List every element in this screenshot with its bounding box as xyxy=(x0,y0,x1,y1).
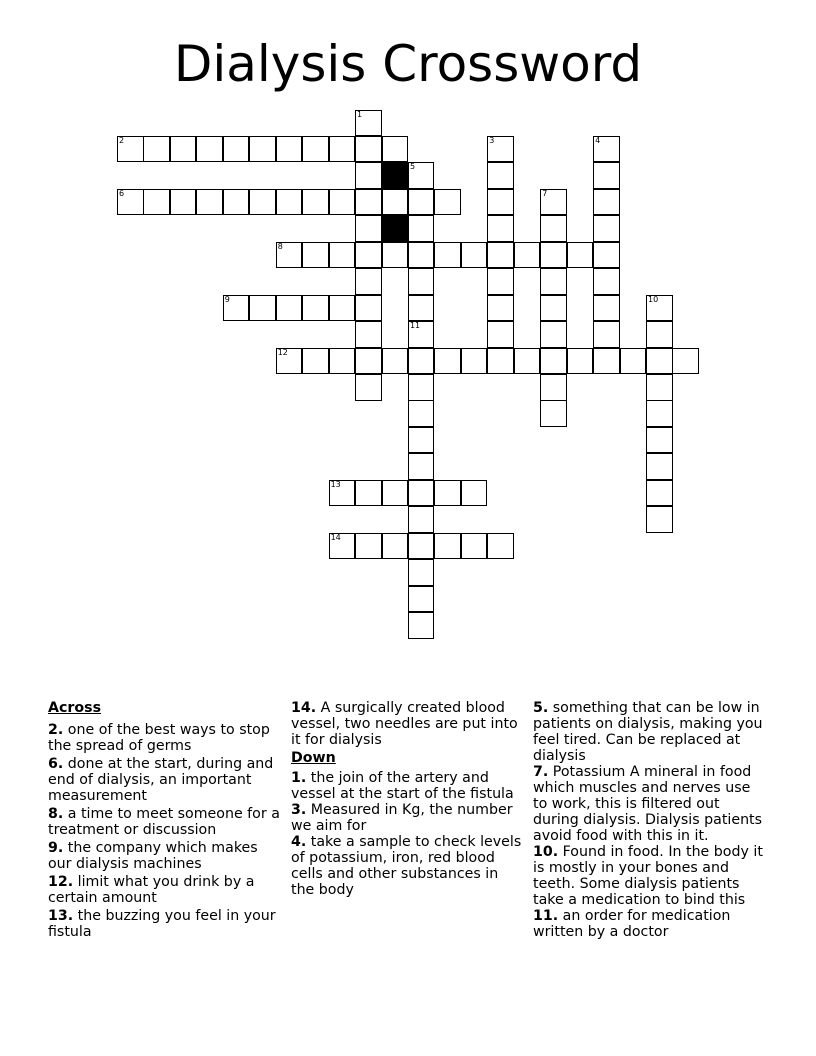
grid-cell[interactable] xyxy=(382,242,409,269)
clue-across-12 xyxy=(48,874,280,906)
grid-cell[interactable] xyxy=(540,321,567,348)
clue-down-4 xyxy=(291,834,523,898)
clue-text: something that can be low in patients on dialysis, making you feel tired. Can be replaced at dialysis xyxy=(533,700,763,764)
black-cell xyxy=(382,162,409,189)
grid-cell[interactable] xyxy=(408,559,435,586)
grid-cell[interactable] xyxy=(646,480,673,507)
grid-cell[interactable] xyxy=(646,506,673,533)
grid-cell[interactable] xyxy=(302,136,329,163)
grid-cell[interactable] xyxy=(408,506,435,533)
grid-cell[interactable] xyxy=(487,215,514,242)
grid-cell[interactable] xyxy=(329,533,356,560)
grid-cell[interactable] xyxy=(355,215,382,242)
grid-cell[interactable] xyxy=(408,480,435,507)
clue-number: 10. xyxy=(533,844,559,860)
grid-cell[interactable] xyxy=(434,480,461,507)
grid-cell[interactable] xyxy=(355,533,382,560)
clue-text: A surgically created blood vessel, two needles are put into it for dialysis xyxy=(291,700,518,748)
grid-cell[interactable] xyxy=(276,189,303,216)
grid-cell[interactable] xyxy=(434,189,461,216)
down-heading: Down xyxy=(291,750,336,766)
grid-cell[interactable] xyxy=(355,110,382,137)
grid-cell[interactable] xyxy=(461,533,488,560)
grid-cell[interactable] xyxy=(276,242,303,269)
grid-cell[interactable] xyxy=(143,136,170,163)
clue-text: the company which makes our dialysis machines xyxy=(48,840,258,872)
grid-cell[interactable] xyxy=(540,295,567,322)
clue-text: done at the start, during and end of dialysis, an important measurement xyxy=(48,756,274,804)
clue-across-13 xyxy=(48,908,280,940)
clue-number: 14. xyxy=(291,700,317,716)
cell-number: 14 xyxy=(330,532,341,542)
grid-cell[interactable] xyxy=(593,189,620,216)
grid-cell[interactable] xyxy=(434,242,461,269)
grid-cell[interactable] xyxy=(487,348,514,375)
grid-cell[interactable] xyxy=(302,189,329,216)
grid-cell[interactable] xyxy=(302,295,329,322)
grid-cell[interactable] xyxy=(408,268,435,295)
grid-cell[interactable] xyxy=(487,136,514,163)
clue-column-3 xyxy=(533,700,765,940)
grid-cell[interactable] xyxy=(329,295,356,322)
grid-cell[interactable] xyxy=(170,189,197,216)
grid-cell[interactable] xyxy=(567,242,594,269)
cell-number: 7 xyxy=(542,188,548,198)
clue-text: one of the best ways to stop the spread of germs xyxy=(48,722,270,754)
grid-cell[interactable] xyxy=(487,189,514,216)
clue-across-6 xyxy=(48,756,280,804)
clue-down-7 xyxy=(533,764,765,844)
clue-number: 7. xyxy=(533,764,549,780)
grid-cell[interactable] xyxy=(487,295,514,322)
grid-cell[interactable] xyxy=(540,374,567,401)
clue-text: Potassium A mineral in food which muscles and nerves use to work, this is filtered out during dialysis. Dialysis patients avoid food with this in it. xyxy=(533,764,763,844)
page-title: Dialysis Crossword xyxy=(173,35,643,93)
clue-down-5 xyxy=(533,700,765,764)
grid-cell[interactable] xyxy=(355,480,382,507)
clue-text: take a sample to check levels of potassium, iron, red blood cells and other substances in the body xyxy=(291,834,522,898)
clue-number: 12. xyxy=(48,874,74,890)
grid-cell[interactable] xyxy=(593,215,620,242)
grid-cell[interactable] xyxy=(408,295,435,322)
grid-cell[interactable] xyxy=(329,189,356,216)
grid-cell[interactable] xyxy=(540,268,567,295)
cell-number: 5 xyxy=(409,162,416,172)
grid-cell[interactable] xyxy=(302,348,329,375)
grid-cell[interactable] xyxy=(593,162,620,189)
grid-cell[interactable] xyxy=(382,136,409,163)
grid-cell[interactable] xyxy=(408,453,435,480)
grid-cell[interactable] xyxy=(276,348,303,375)
grid-cell[interactable] xyxy=(249,189,276,216)
grid-cell[interactable] xyxy=(646,348,673,375)
grid-cell[interactable] xyxy=(355,242,382,269)
grid-cell[interactable] xyxy=(329,242,356,269)
grid-cell[interactable] xyxy=(276,295,303,322)
clue-column-1 xyxy=(48,700,280,942)
grid-cell[interactable] xyxy=(249,295,276,322)
grid-cell[interactable] xyxy=(646,295,673,322)
grid-cell[interactable] xyxy=(434,533,461,560)
grid-cell[interactable] xyxy=(408,427,435,454)
clue-text: a time to meet someone for a treatment or discussion xyxy=(48,806,280,838)
grid-cell[interactable] xyxy=(593,242,620,269)
grid-cell[interactable] xyxy=(143,189,170,216)
grid-cell[interactable] xyxy=(355,136,382,163)
grid-cell[interactable] xyxy=(646,400,673,427)
grid-cell[interactable] xyxy=(408,612,435,639)
grid-cell[interactable] xyxy=(514,348,541,375)
grid-cell[interactable] xyxy=(540,400,567,427)
grid-cell[interactable] xyxy=(355,348,382,375)
clue-number: 2. xyxy=(48,722,64,738)
clue-down-1 xyxy=(291,770,523,802)
grid-cell[interactable] xyxy=(408,374,435,401)
grid-cell[interactable] xyxy=(382,480,409,507)
grid-cell[interactable] xyxy=(223,136,250,163)
grid-cell[interactable] xyxy=(593,348,620,375)
clue-number: 4. xyxy=(291,834,307,850)
grid-cell[interactable] xyxy=(461,242,488,269)
black-cell xyxy=(382,215,409,242)
clue-text: the join of the artery and vessel at the start of the fistula xyxy=(291,770,514,802)
grid-cell[interactable] xyxy=(408,533,435,560)
grid-cell[interactable] xyxy=(593,136,620,163)
grid-cell[interactable] xyxy=(408,586,435,613)
cell-number: 2 xyxy=(119,135,125,145)
grid-cell[interactable] xyxy=(487,533,514,560)
grid-cell[interactable] xyxy=(355,268,382,295)
grid-cell[interactable] xyxy=(487,162,514,189)
grid-cell[interactable] xyxy=(329,480,356,507)
grid-cell[interactable] xyxy=(593,321,620,348)
grid-cell[interactable] xyxy=(646,427,673,454)
clue-across-9 xyxy=(48,840,280,872)
grid-cell[interactable] xyxy=(540,242,567,269)
cell-number: 9 xyxy=(224,294,230,304)
clue-across-14 xyxy=(291,700,523,748)
grid-cell[interactable] xyxy=(461,348,488,375)
cell-number: 1 xyxy=(357,109,363,119)
clue-column-2 xyxy=(291,700,523,898)
grid-cell[interactable] xyxy=(434,348,461,375)
grid-cell[interactable] xyxy=(672,348,699,375)
grid-cell[interactable] xyxy=(196,189,223,216)
cell-number: 12 xyxy=(277,347,288,357)
clue-text: Measured in Kg, the number we aim for xyxy=(291,802,513,834)
grid-cell[interactable] xyxy=(408,215,435,242)
clue-down-10 xyxy=(533,844,765,908)
grid-cell[interactable] xyxy=(196,136,223,163)
grid-cell[interactable] xyxy=(408,400,435,427)
clue-number: 1. xyxy=(291,770,307,786)
grid-cell[interactable] xyxy=(355,189,382,216)
grid-cell[interactable] xyxy=(408,348,435,375)
grid-cell[interactable] xyxy=(329,136,356,163)
clue-number: 8. xyxy=(48,806,64,822)
grid-cell[interactable] xyxy=(567,348,594,375)
clue-number: 13. xyxy=(48,908,74,924)
clue-text: limit what you drink by a certain amount xyxy=(48,874,255,906)
clue-across-2 xyxy=(48,722,280,754)
grid-cell[interactable] xyxy=(329,348,356,375)
grid-cell[interactable] xyxy=(514,242,541,269)
cell-number: 4 xyxy=(595,135,601,145)
grid-cell[interactable] xyxy=(223,295,250,322)
grid-cell[interactable] xyxy=(408,242,435,269)
grid-cell[interactable] xyxy=(302,242,329,269)
cell-number: 10 xyxy=(648,294,659,304)
grid-cell[interactable] xyxy=(487,242,514,269)
clue-down-3 xyxy=(291,802,523,834)
grid-cell[interactable] xyxy=(355,321,382,348)
grid-cell[interactable] xyxy=(408,189,435,216)
grid-cell[interactable] xyxy=(117,189,144,216)
clue-text: Found in food. In the body it is mostly in your bones and teeth. Some dialysis patients take a medication to bind this xyxy=(533,844,763,908)
grid-cell[interactable] xyxy=(408,162,435,189)
grid-cell[interactable] xyxy=(593,295,620,322)
grid-cell[interactable] xyxy=(646,321,673,348)
grid-cell[interactable] xyxy=(382,348,409,375)
grid-cell[interactable] xyxy=(382,533,409,560)
cell-number: 8 xyxy=(277,241,283,251)
grid-cell[interactable] xyxy=(540,189,567,216)
clue-number: 5. xyxy=(533,700,549,716)
clue-number: 6. xyxy=(48,756,64,772)
grid-cell[interactable] xyxy=(620,348,647,375)
grid-cell[interactable] xyxy=(408,321,435,348)
cell-number: 6 xyxy=(119,188,125,198)
grid-cell[interactable] xyxy=(276,136,303,163)
clue-number: 3. xyxy=(291,802,307,818)
across-heading: Across xyxy=(48,700,102,716)
grid-cell[interactable] xyxy=(170,136,197,163)
clue-number: 11. xyxy=(533,908,559,924)
cell-number: 13 xyxy=(330,479,341,489)
clue-text: an order for medication written by a doctor xyxy=(533,908,731,940)
clue-across-8 xyxy=(48,806,280,838)
grid-cell[interactable] xyxy=(355,162,382,189)
grid-cell[interactable] xyxy=(382,189,409,216)
grid-cell[interactable] xyxy=(249,136,276,163)
grid-cell[interactable] xyxy=(487,268,514,295)
clue-text: the buzzing you feel in your fistula xyxy=(48,908,276,940)
grid-cell[interactable] xyxy=(223,189,250,216)
grid-cell[interactable] xyxy=(461,480,488,507)
grid-cell[interactable] xyxy=(355,374,382,401)
grid-cell[interactable] xyxy=(646,374,673,401)
grid-cell[interactable] xyxy=(487,321,514,348)
clue-down-11 xyxy=(533,908,765,940)
grid-cell[interactable] xyxy=(646,453,673,480)
grid-cell[interactable] xyxy=(355,295,382,322)
grid-cell[interactable] xyxy=(540,348,567,375)
grid-cell[interactable] xyxy=(117,136,144,163)
cell-number: 11 xyxy=(409,321,421,331)
clue-number: 9. xyxy=(48,840,64,856)
cell-number: 3 xyxy=(489,135,495,145)
grid-cell[interactable] xyxy=(540,215,567,242)
grid-cell[interactable] xyxy=(593,268,620,295)
